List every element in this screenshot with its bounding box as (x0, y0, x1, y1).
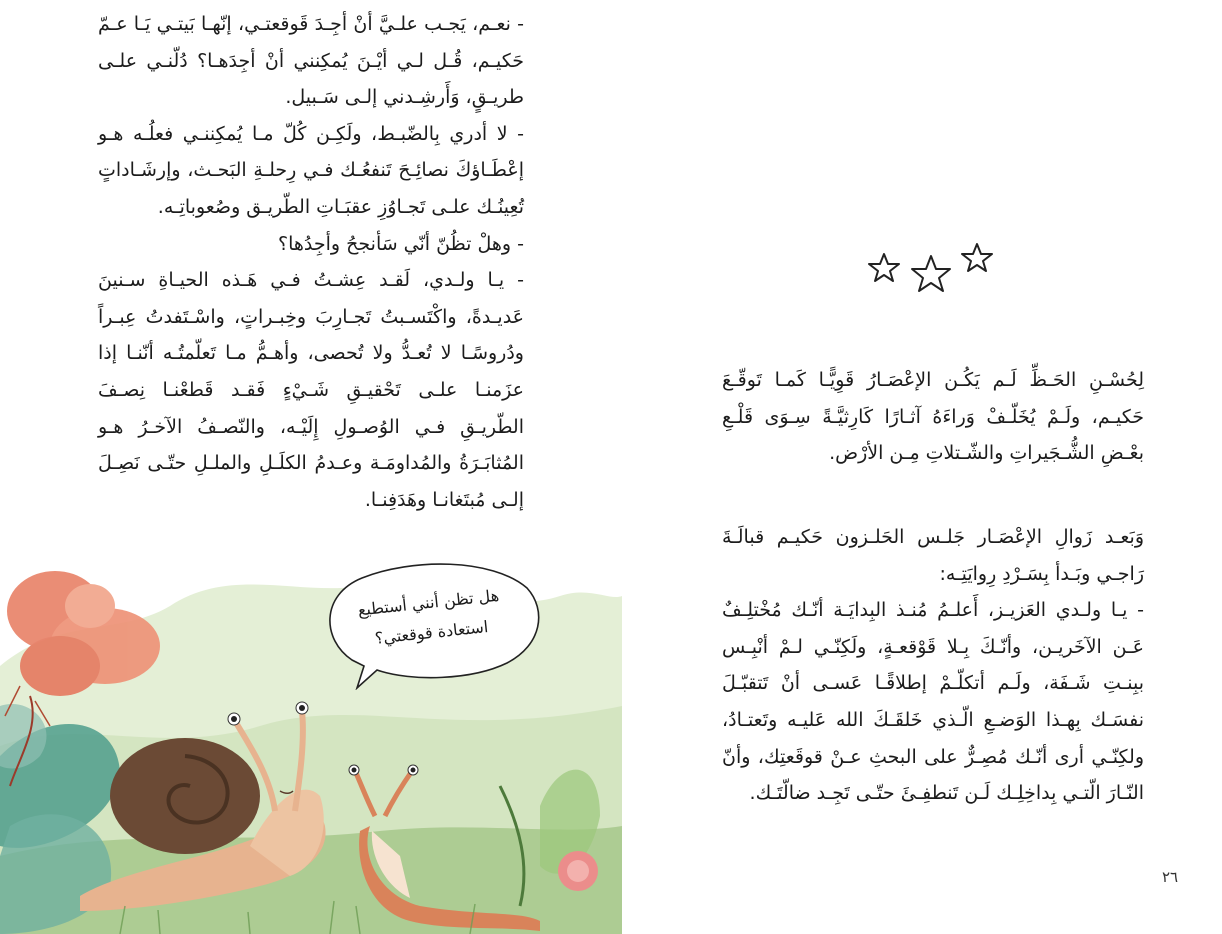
right-page-text-bottom (722, 519, 1144, 812)
paragraph: - يـا ولـدي، لَقـد عِشـتُ فـي هَـذه الحيـاةِ سـنينَ عَديـدةً، واكْتَسـبتُ تَجـارِبَ وخِبـراتٍ، واسْـتَفدتُ عِبـراً ودُروسًـا لا تُعـدُّ ولا تُحصى، وأهـمُّ مـا تَعلّمتُـه أنّنـا إذا عزَمنـا علـى تَحْقيـقِ شَـيْءٍ فَقـد قَطعْنـا نِصـفَ الطّريـقِ فـي الوُصـولِ إِلَيْـه، والنّصـفُ الآخـرُ هـو المُثابَـرَةُ والمُداومَـة وعـدمُ الكلَـلِ والملـلِ حتّـى نَصِـلَ إلـى مُبتَغانـا وهَدَفِنـا. (98, 269, 524, 511)
stars-divider (862, 236, 1002, 300)
paragraph: - يـا ولـدي العَزيـز، أَعلـمُ مُنـذ البِدايَـة أنّـك مُخْتلِـفٌ عَـن الآخَريـن، وأنّـكَ بِـلا قَوْقعـةٍ، ولَكِنّـي لـمْ أنْبِـس ببِنـتِ شَـفَة، ولَـم أتكلّـمْ إطلاقًـا عَسـى أنْ تَتقبّـلَ نفسَـك بِهـذا الوَضـعِ الّـذي خَلقَـكَ الله عَليـه وتَعتـادُ، ولكِنّـي أرى أنّـك مُصِـرٌّ على البحثِ عـنْ قوقَعتِك، وأنّ النّـارَ الّتـي بِداخِلِـك لَـن تَنطفِـئَ حتّـى تَجِـد ضالّتَـك. (722, 599, 1144, 805)
star-icon (962, 244, 992, 271)
page-number: ٢٦ (1161, 868, 1179, 886)
right-page-text-top (722, 362, 1144, 472)
paragraph: - لا أدري بِالضّبـط، ولَكِـن كُلّ مـا يُمكِننـي فعلُـه هـو إعْطَـاؤكَ نصائِـحَ تَنفعُـك فـي رِحلـةِ البَحـث، وإرشَـاداتٍ تُعِينُـك علـى تَجـاوُزِ عقبَـاتِ الطّريـق وصُعوباتِـه. (98, 122, 524, 218)
snail-shell (110, 738, 260, 854)
speech-bubble-text: هل تظن أنني أستطيع استعادة قوقعتي؟ (356, 585, 500, 648)
star-icon (869, 254, 899, 281)
left-page-text (98, 6, 524, 518)
rose-flower (558, 851, 598, 891)
star-icon (912, 256, 950, 291)
paragraph: - وهلْ تظُنّ أنّي سَأنجحُ وأجِدُها؟ (278, 232, 524, 255)
paragraph: لِحُسْـنِ الحَـظِّ لَـم يَكُـن الإعْصَـارُ قَوِيًّـا كَمـا تَوقّـعَ حَكيـم، ولَـمْ يُخَلّـفْ وَراءَهُ آثـارًا كَارِثيَّـةً سِـوَى قَلْـعِ بعْـضِ الشُّـجَيراتِ والشّـتلاتِ مِـن الأرْض. (722, 369, 1144, 465)
paragraph: - نعـم، يَجـب علـيَّ أنْ أجِـدَ قَوقعتـي، إنّهـا بَيتـي يَـا عـمّ حَكيـم، قُـل لـي أيْـنَ يُمكِنني أنْ أجِدَهـا؟ دُلّنـي علـى طريـقٍ، وَأَرشِـدني إلـى سَـبيل. (98, 13, 524, 109)
paragraph: وَبَعـد زَوالِ الإعْصَـار جَلـس الحَلـزون حَكيـم قبالَـةَ رَاجـي وبَـدأ بِسَـرْدِ رِوايَتِـه: (722, 526, 1144, 585)
